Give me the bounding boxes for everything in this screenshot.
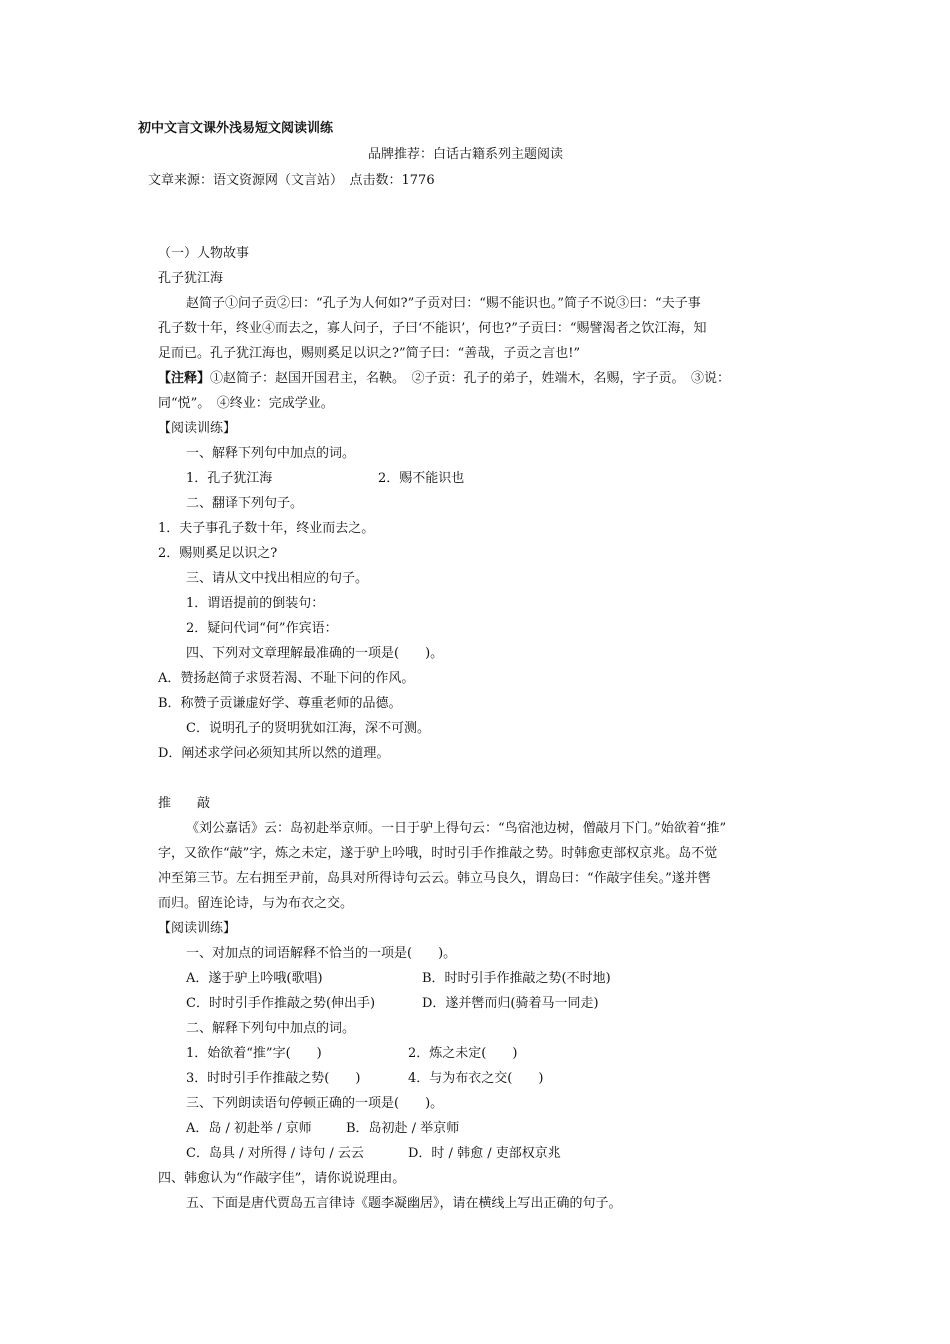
- option-item: B．时时引手作推敲之势(不时地): [422, 971, 611, 986]
- story-title: 孔子犹江海: [158, 271, 224, 286]
- brand-recommendation: 品牌推荐：白话古籍系列主题阅读: [368, 147, 564, 162]
- question-item: 4．与为布衣之交( ): [408, 1071, 544, 1086]
- option-item: B．岛初赴 / 举京师: [346, 1121, 460, 1136]
- question-item: 二、解释下列句中加点的词。: [186, 1021, 356, 1036]
- question-item: 1．始欲着“推”字( ): [186, 1046, 322, 1061]
- question-item: 2．赐不能识也: [378, 471, 465, 486]
- training-label: 【阅读训练】: [158, 421, 237, 436]
- training-label: 【阅读训练】: [158, 921, 237, 936]
- question-item: 2．赐则奚足以识之?: [158, 546, 278, 561]
- option-item: D．阐述求学问必须知其所以然的道理。: [158, 746, 390, 761]
- story-text-line: 而归。留连论诗，与为布衣之交。: [158, 896, 354, 911]
- question-item: 四、韩愈认为“作敲字佳”，请你说说理由。: [158, 1171, 406, 1186]
- option-item: D．时 / 韩愈 / 吏部权京兆: [408, 1146, 561, 1161]
- notes-line: 同“悦”。 ④终业：完成学业。: [158, 396, 334, 411]
- question-item: 一、对加点的词语解释不恰当的一项是( )。: [186, 946, 457, 961]
- question-item: 三、请从文中找出相应的句子。: [186, 571, 369, 586]
- option-item: A．岛 / 初赴举 / 京师: [186, 1121, 312, 1136]
- article-source: 文章来源：语文资源网（文言站） 点击数：1776: [148, 173, 435, 188]
- question-item: 四、下列对文章理解最准确的一项是( )。: [186, 646, 444, 661]
- question-item: 五、下面是唐代贾岛五言律诗《题李凝幽居》，请在横线上写出正确的句子。: [186, 1196, 622, 1211]
- story-text-line: 孔子数十年，终业④而去之，寡人问子，子曰‘不能识’，何也?”子贡曰：“赐譬渴者之饮江海，知: [158, 321, 707, 336]
- story-text-line: 字，又欲作“敲”字，炼之未定，遂于驴上吟哦，时时引手作推敲之势。时韩愈吏部权京兆。岛不觉: [158, 846, 718, 861]
- story-text-line: 足而已。孔子犹江海也，赐则奚足以识之?”简子曰：“善哉，子贡之言也!”: [158, 346, 581, 361]
- option-item: C．时时引手作推敲之势(伸出手): [186, 996, 376, 1011]
- story-title: 推 敲: [158, 796, 211, 811]
- notes-text: ①赵简子：赵国开国君主，名鞅。 ②子贡：孔子的弟子，姓端木，名赐，字子贡。 ③说：: [210, 371, 731, 386]
- option-item: C．岛具 / 对所得 / 诗句 / 云云: [186, 1146, 364, 1161]
- option-item: A．赞扬赵简子求贤若渴、不耻下问的作风。: [158, 671, 415, 686]
- story-text-line: 冲至第三节。左右拥至尹前，岛具对所得诗句云云。韩立马良久，谓岛曰：“作敲字佳矣。”遂并辔: [158, 871, 711, 886]
- document-title: 初中文言文课外浅易短文阅读训练: [138, 121, 334, 136]
- question-item: 3．时时引手作推敲之势( ): [186, 1071, 361, 1086]
- notes-line: [158, 370, 730, 388]
- notes-label: 【注释】: [158, 371, 211, 386]
- question-item: 1．孔子犹江海: [186, 471, 273, 486]
- option-item: A．遂于驴上吟哦(歌唱): [186, 971, 323, 986]
- question-item: 1．谓语提前的倒装句：: [186, 596, 325, 611]
- question-item: 2．炼之未定( ): [408, 1046, 518, 1061]
- question-item: 1．夫子事孔子数十年，终业而去之。: [158, 521, 375, 536]
- section-heading: （一）人物故事: [158, 246, 250, 261]
- question-item: 一、解释下列句中加点的词。: [186, 446, 356, 461]
- option-item: B．称赞子贡谦虚好学、尊重老师的品德。: [158, 696, 402, 711]
- question-item: 三、下列朗读语句停顿正确的一项是( )。: [186, 1096, 444, 1111]
- story-text-line: 《刘公嘉话》云：岛初赴举京师。一日于驴上得句云：“鸟宿池边树，僧敲月下门。”始欲着“推”: [186, 821, 727, 836]
- option-item: C．说明孔子的贤明犹如江海，深不可测。: [186, 721, 430, 736]
- question-item: 2．疑问代词“何”作宾语：: [186, 621, 338, 636]
- option-item: D．遂并辔而归(骑着马一同走): [422, 996, 599, 1011]
- question-item: 二、翻译下列句子。: [186, 496, 304, 511]
- story-text-line: 赵简子①问子贡②曰：“孔子为人何如?”子贡对曰：“赐不能识也。”简子不说③曰：“夫子事: [186, 296, 701, 311]
